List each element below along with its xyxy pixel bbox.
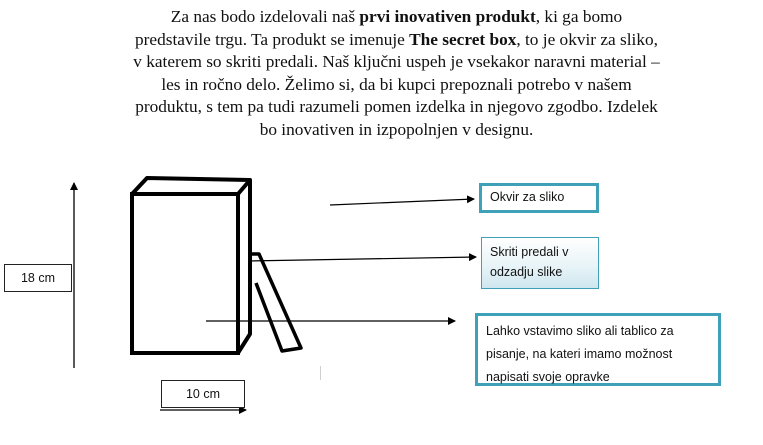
leader-frame <box>330 199 474 205</box>
box-top-face <box>132 178 250 194</box>
stand-leg <box>252 254 301 351</box>
callout-insert-line-2: pisanje, na kateri imamo možnost <box>486 347 673 361</box>
description-line-3: v katerem so skriti predali. Naš ključni uspeh je vsekakor naravni material – <box>133 52 660 72</box>
callout-insert-line-3: napisati svoje opravke <box>486 370 610 384</box>
callout-drawers-line-1: Skriti predali v <box>490 245 569 259</box>
callout-insert-picture <box>475 313 721 386</box>
description-line-5: produktu, s tem pa tudi razumeli pomen izdelka in njegovo zgodbo. Izdelek <box>135 97 658 117</box>
faint-mark <box>320 366 321 380</box>
box-front-face <box>132 194 238 353</box>
callout-frame <box>479 183 599 213</box>
description-line-4: les in ročno delo. Želimo si, da bi kupci prepoznali potrebo v našem <box>161 74 632 94</box>
product-name: The secret box <box>409 29 517 49</box>
description-line-6: bo inovativen in izpopolnjen v designu. <box>259 119 534 139</box>
description-line-2: predstavile trgu. Ta produkt se imenuje The secret box, to je okvir za sliko, <box>135 29 658 49</box>
height-label: 18 cm <box>4 264 72 292</box>
leader-drawers <box>248 257 476 261</box>
callout-frame-text: Okvir za sliko <box>490 190 565 204</box>
callout-drawers-line-2: odzadju slike <box>490 265 563 279</box>
callout-hidden-drawers <box>481 237 599 289</box>
width-label: 10 cm <box>161 380 245 408</box>
description-line-1: Za nas bodo izdelovali naš prvi inovativen produkt, ki ga bomo <box>170 7 623 26</box>
callout-insert-line-1: Lahko vstavimo sliko ali tablico za <box>486 324 674 338</box>
highlight-first-product: prvi inovativen produkt <box>359 7 536 26</box>
